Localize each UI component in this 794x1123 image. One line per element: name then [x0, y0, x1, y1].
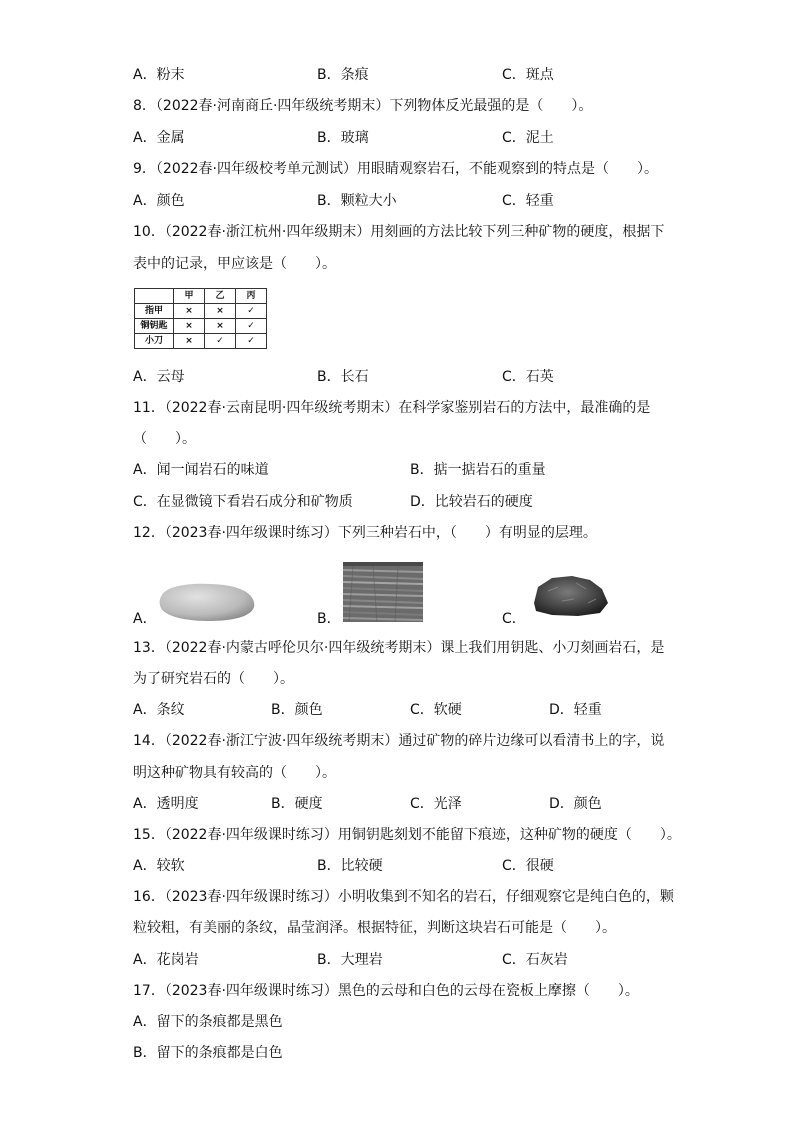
q13-question-line1: 13．（2022春·内蒙古呼伦贝尔·四年级统考期末）课上我们用钥匙、小刀刻画岩石，是 — [133, 640, 665, 656]
q16-question-line1: 16．（2023春·四年级课时练习）小明收集到不知名的岩石，仔细观察它是纯白色的，颗 — [133, 889, 674, 905]
q12-option-a: A． — [133, 611, 157, 627]
table-header-cell: 甲 — [174, 289, 205, 304]
q14-option-b: B．硬度 — [271, 796, 323, 812]
smooth-pebble-image — [158, 581, 258, 623]
q16-option-c: C．石灰岩 — [502, 952, 568, 968]
q11-option-b: B．掂一掂岩石的重量 — [410, 462, 546, 478]
table-header-cell — [135, 289, 174, 304]
q9-option-a: A．颜色 — [133, 193, 185, 209]
q11-option-c: C．在显微镜下看岩石成分和矿物质 — [133, 494, 353, 510]
q9-option-c: C．轻重 — [502, 193, 554, 209]
q13-option-d: D．轻重 — [549, 702, 602, 718]
table-cell: × — [205, 304, 236, 319]
q15-option-c: C．很硬 — [502, 858, 554, 874]
q12-question: 12．（2023春·四年级课时练习）下列三种岩石中，（ ）有明显的层理。 — [133, 525, 597, 541]
q11-question-line2: （ ）。 — [133, 431, 196, 447]
q10-option-c: C．石英 — [502, 369, 554, 385]
table-cell: 铜钥匙 — [135, 319, 174, 334]
q13-question-line2: 为了研究岩石的（ ）。 — [133, 671, 294, 687]
layered-rock-image — [343, 562, 423, 622]
q14-question-line2: 明这种矿物具有较高的（ ）。 — [133, 765, 336, 781]
q11-option-a: A．闻一闻岩石的味道 — [133, 462, 269, 478]
q15-question: 15．（2022春·四年级课时练习）用铜钥匙刻划不能留下痕迹，这种矿物的硬度（ ）。 — [133, 827, 681, 843]
q15-option-b: B．比较硬 — [317, 858, 383, 874]
q14-option-a: A．透明度 — [133, 796, 199, 812]
table-header-cell: 乙 — [205, 289, 236, 304]
q12-option-b: B． — [317, 611, 341, 627]
table-cell: ✓ — [236, 304, 267, 319]
table-header-cell: 丙 — [236, 289, 267, 304]
q15-option-a: A．较软 — [133, 858, 185, 874]
q13-option-b: B．颜色 — [271, 702, 323, 718]
table-cell: ✓ — [205, 334, 236, 349]
q11-question-line1: 11．（2022春·云南昆明·四年级统考期末）在科学家鉴别岩石的方法中，最准确的是 — [133, 400, 651, 416]
rough-rock-image — [528, 573, 610, 617]
table-cell: × — [174, 304, 205, 319]
q10-option-a: A．云母 — [133, 369, 185, 385]
q7-option-b: B．条痕 — [317, 67, 369, 83]
q10-question-line1: 10．（2022春·浙江杭州·四年级期末）用刻画的方法比较下列三种矿物的硬度，根据下 — [133, 224, 665, 240]
q13-option-c: C．软硬 — [410, 702, 462, 718]
table-cell: × — [174, 334, 205, 349]
q16-question-line2: 粒较粗，有美丽的条纹，晶莹润泽。根据特征，判断这块岩石可能是（ ）。 — [133, 920, 616, 936]
q16-option-b: B．大理岩 — [317, 952, 383, 968]
table-cell: 指甲 — [135, 304, 174, 319]
q16-option-a: A．花岗岩 — [133, 952, 199, 968]
table-row — [135, 304, 267, 319]
q11-option-d: D．比较岩石的硬度 — [410, 494, 533, 510]
q9-option-b: B．颗粒大小 — [317, 193, 397, 209]
q12-option-c: C． — [502, 611, 526, 627]
table-cell: × — [174, 319, 205, 334]
q17-question: 17．（2023春·四年级课时练习）黑色的云母和白色的云母在瓷板上摩擦（ ）。 — [133, 983, 639, 999]
q14-option-d: D．颜色 — [549, 796, 602, 812]
q7-option-a: A．粉末 — [133, 67, 185, 83]
table-row — [135, 319, 267, 334]
q10-question-line2: 表中的记录，甲应该是（ ）。 — [133, 256, 336, 272]
table-cell: ✓ — [236, 334, 267, 349]
table-row — [135, 334, 267, 349]
q13-option-a: A．条纹 — [133, 702, 185, 718]
hardness-record-table — [134, 288, 267, 349]
table-cell: × — [205, 319, 236, 334]
q8-question: 8．（2022春·河南商丘·四年级统考期末）下列物体反光最强的是（ ）。 — [133, 98, 593, 114]
q8-option-c: C．泥土 — [502, 130, 554, 146]
q8-option-b: B．玻璃 — [317, 130, 369, 146]
q14-option-c: C．光泽 — [410, 796, 462, 812]
table-header-row — [135, 289, 267, 304]
q8-option-a: A．金属 — [133, 130, 185, 146]
q10-option-b: B．长石 — [317, 369, 369, 385]
q17-option-b: B．留下的条痕都是白色 — [133, 1045, 283, 1061]
q7-option-c: C．斑点 — [502, 67, 554, 83]
q9-question: 9．（2022春·四年级校考单元测试）用眼睛观察岩石，不能观察到的特点是（ ）。 — [133, 161, 658, 177]
q17-option-a: A．留下的条痕都是黑色 — [133, 1014, 283, 1030]
table-cell: 小刀 — [135, 334, 174, 349]
table-cell: ✓ — [236, 319, 267, 334]
q14-question-line1: 14．（2022春·浙江宁波·四年级统考期末）通过矿物的碎片边缘可以看清书上的字，说 — [133, 733, 665, 749]
